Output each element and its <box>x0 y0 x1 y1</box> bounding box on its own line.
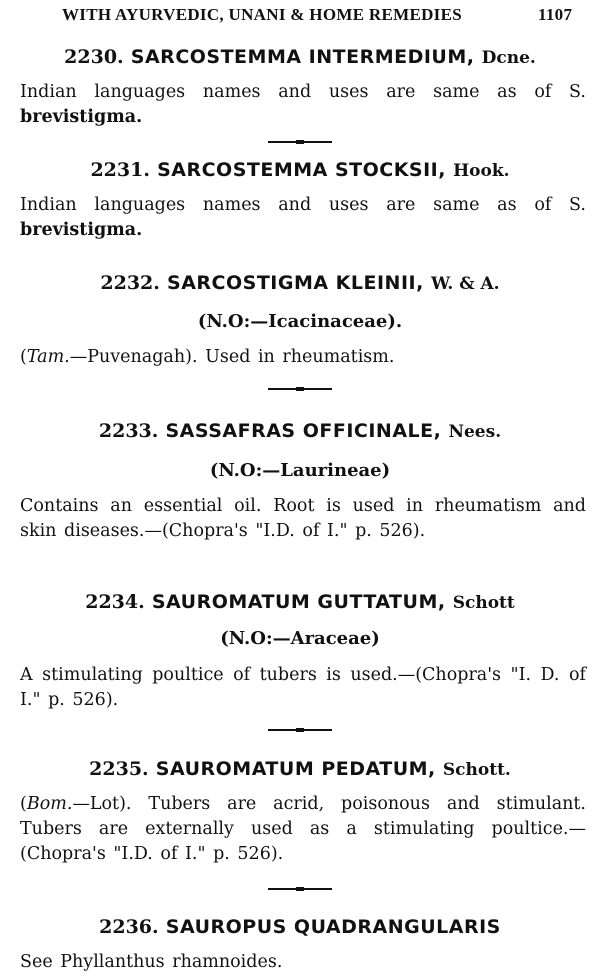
entry-text-2231: Indian languages names and uses are same as of S. brevistigma. <box>20 195 586 240</box>
section-divider <box>268 729 332 731</box>
entry-heading-2232: 2232. SARCOSTIGMA KLEINII, W. & A. <box>100 272 500 294</box>
entry-text-2233: Contains an essential oil. Root is used in rheumatism and skin diseases.—(Chopra's "I.D. of I." p. 526). <box>20 496 586 541</box>
section-divider <box>268 141 332 143</box>
running-head <box>0 2 600 28</box>
natural-order-2233: (N.O:—Laurineae) <box>209 460 391 481</box>
entry-text-2235: (Bom.—Lot). Tubers are acrid, poisonous and stimulant. Tubers are externally used as a stimulating poultice.—(Chopra's "I.D. of I." p. 526). <box>20 794 586 864</box>
entry-heading-2234: 2234. SAUROMATUM GUTTATUM, Schott <box>85 591 515 613</box>
natural-order-2232: (N.O:—Icacinaceae). <box>197 311 403 332</box>
page-number: 1107 <box>538 5 573 24</box>
entry-text-2236: See Phyllanthus rhamnoides. <box>20 952 283 972</box>
entry-heading-2230: 2230. SARCOSTEMMA INTERMEDIUM, Dcne. <box>64 46 536 68</box>
entry-heading-2231: 2231. SARCOSTEMMA STOCKSII, Hook. <box>90 159 510 181</box>
entry-text-2232: (Tam.—Puvenagah). Used in rheumatism. <box>20 347 395 367</box>
section-divider <box>268 388 332 390</box>
entry-text-2230: Indian languages names and uses are same as of S. brevistigma. <box>20 82 586 127</box>
entry-text-2234: A stimulating poultice of tubers is used.—(Chopra's "I. D. of I." p. 526). <box>20 665 586 710</box>
entry-heading-2233: 2233. SASSAFRAS OFFICINALE, Nees. <box>98 420 502 442</box>
section-divider <box>268 888 332 890</box>
entry-heading-2236: 2236. SAUROPUS QUADRANGULARIS <box>99 916 501 938</box>
running-title: WITH AYURVEDIC, UNANI & HOME REMEDIES <box>62 5 462 24</box>
entry-heading-2235: 2235. SAUROMATUM PEDATUM, Schott. <box>89 758 511 780</box>
natural-order-2234: (N.O:—Araceae) <box>220 628 380 649</box>
